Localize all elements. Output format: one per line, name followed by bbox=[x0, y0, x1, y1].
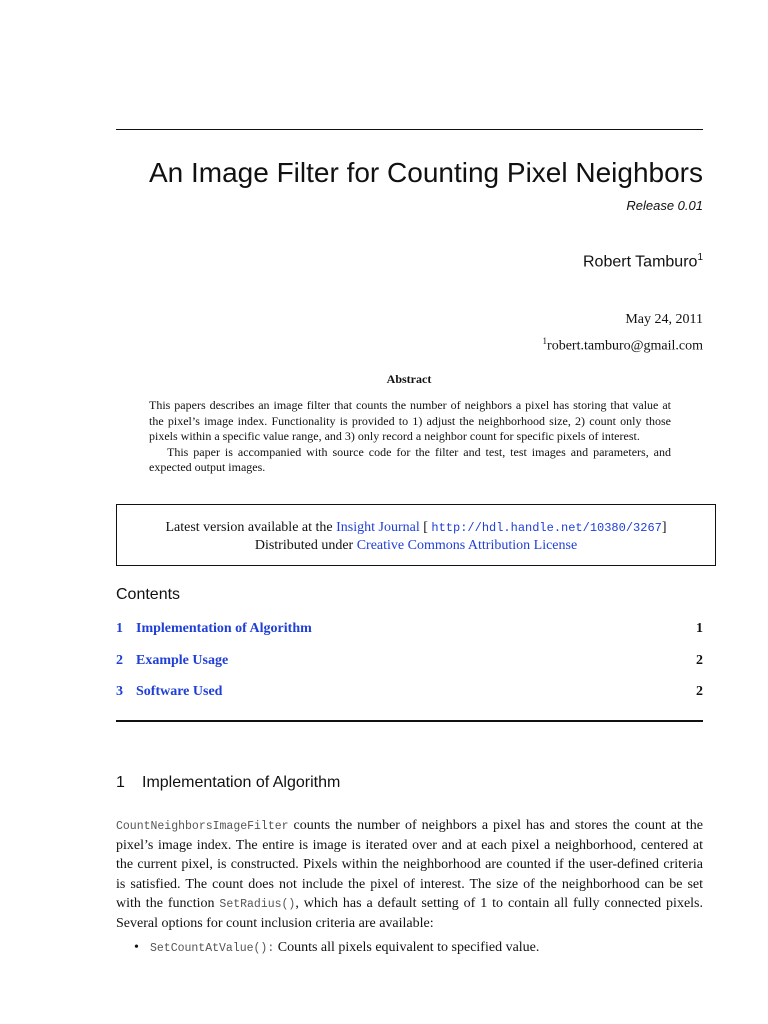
toc-entry-software-used[interactable] bbox=[116, 684, 703, 702]
bullet-text: Counts all pixels equivalent to specified value. bbox=[274, 940, 540, 955]
section-number: 1 bbox=[116, 774, 125, 791]
toc-number: 3 bbox=[116, 684, 123, 699]
top-rule bbox=[116, 129, 703, 130]
email-text: robert.tamburo@gmail.com bbox=[547, 338, 703, 354]
toc-number: 2 bbox=[116, 653, 123, 668]
paper-title: An Image Filter for Counting Pixel Neighbors bbox=[148, 157, 703, 188]
toc-entry-implementation[interactable] bbox=[116, 621, 703, 639]
author-footnote-mark: 1 bbox=[697, 252, 703, 263]
code-set-count-at-value: SetCountAtValue(): bbox=[150, 942, 275, 955]
toc-label[interactable]: Software Used bbox=[136, 684, 223, 699]
code-set-radius: SetRadius() bbox=[219, 897, 296, 911]
code-class-name: CountNeighborsImageFilter bbox=[116, 820, 289, 833]
contents-rule bbox=[116, 720, 703, 722]
paper-date: May 24, 2011 bbox=[625, 312, 703, 327]
toc-page: 1 bbox=[696, 621, 703, 636]
toc-number: 1 bbox=[116, 621, 123, 636]
body-text-1: counts the number of neighbors a pixel has and stores the count at the pixel’s image index. The entire is image is iterated over and at each pixel a neighborhood, centered at the current pixel, is constructed. Pixels within the neighborhood are counted if the user-defined criteria is satisfied. The count does not include the pixel of interest. The size of the neighborhood can be set with the function bbox=[116, 818, 703, 911]
release-label: Release 0.01 bbox=[626, 198, 703, 213]
email-footnote-mark: 1 bbox=[542, 336, 548, 346]
section-heading bbox=[116, 774, 340, 792]
license-link[interactable]: Creative Commons Attribution License bbox=[356, 538, 578, 553]
abstract-body bbox=[149, 398, 671, 476]
license-line bbox=[117, 537, 715, 555]
body-text-2: , which has a default setting of 1 to contain all fully connected pixels. Several options for count inclusion criteria are available: bbox=[116, 895, 703, 932]
insight-journal-link[interactable]: Insight Journal bbox=[336, 520, 420, 535]
toc-entry-example-usage[interactable] bbox=[116, 653, 703, 671]
version-prefix: Latest version available at the bbox=[165, 520, 337, 535]
author-email bbox=[543, 336, 703, 355]
abstract-heading: Abstract bbox=[386, 372, 432, 386]
toc-label[interactable]: Implementation of Algorithm bbox=[136, 621, 312, 636]
list-item bbox=[134, 940, 539, 956]
version-line bbox=[117, 519, 715, 537]
author-name bbox=[583, 252, 703, 271]
bracket-open: [ bbox=[419, 520, 432, 535]
handle-url-link[interactable]: http://hdl.handle.net/10380/3267 bbox=[431, 521, 662, 535]
toc-page: 2 bbox=[696, 684, 703, 699]
version-notice-box bbox=[116, 504, 716, 566]
abstract-paragraph-1: This papers describes an image filter that counts the number of neighbors a pixel has storing that value at the pixel’s image index. Functionality is provided to 1) adjust the neighborhood size, 2) count only those pixels within a specific value range, and 3) only record a neighbor count for specific pixels of interest. bbox=[149, 398, 671, 443]
toc-label[interactable]: Example Usage bbox=[136, 653, 229, 668]
author-text: Robert Tamburo bbox=[583, 253, 698, 271]
toc-page: 2 bbox=[696, 653, 703, 668]
contents-heading: Contents bbox=[116, 586, 181, 603]
bullet-symbol: • bbox=[134, 940, 139, 955]
bracket-close: ] bbox=[661, 520, 667, 535]
abstract-paragraph-2: This paper is accompanied with source code for the filter and test, test images and parameters, and expected output images. bbox=[149, 444, 671, 474]
section-body bbox=[116, 816, 703, 933]
license-prefix: Distributed under bbox=[254, 538, 357, 553]
section-title-text: Implementation of Algorithm bbox=[142, 774, 341, 791]
